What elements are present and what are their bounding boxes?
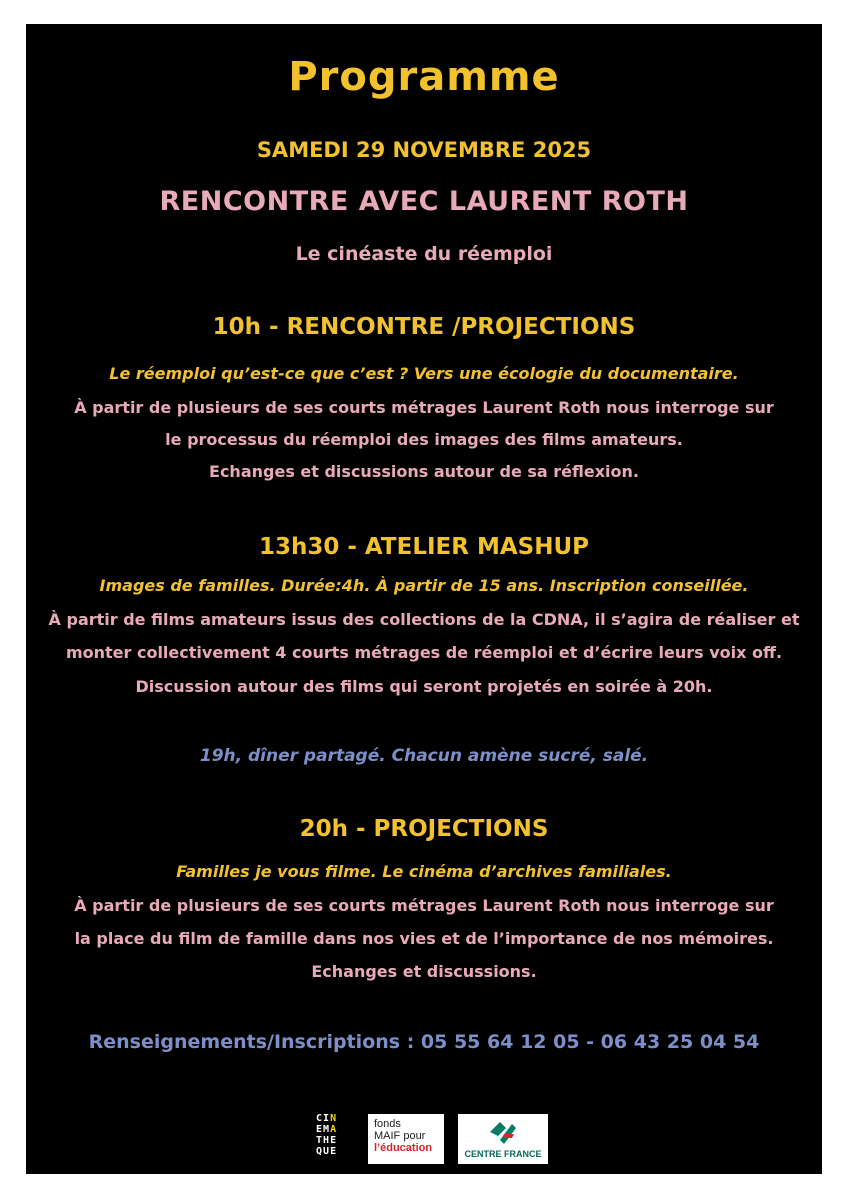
section-1-line-3: Echanges et discussions autour de sa réflexion. <box>209 462 639 481</box>
section-3-line-1: À partir de plusieurs de ses courts métrages Laurent Roth nous interroge sur <box>74 896 774 915</box>
headline: RENCONTRE AVEC LAURENT ROTH <box>159 186 689 217</box>
section-3-line-3: Echanges et discussions. <box>311 962 537 981</box>
section-1-heading: 10h - RENCONTRE /PROJECTIONS <box>212 314 636 340</box>
section-2-line-1: À partir de films amateurs issus des collections de la CDNA, il s’agira de réaliser et <box>48 610 800 629</box>
credit-agricole-logo <box>458 1114 548 1164</box>
sponsor-logos <box>26 1087 822 1159</box>
section-1-line-2: le processus du réemploi des images des films amateurs. <box>165 430 683 449</box>
section-3-line-2: la place du film de famille dans nos vies et de l’importance de nos mémoires. <box>74 929 774 948</box>
section-2-line-2: monter collectivement 4 courts métrages de réemploi et d’écrire leurs voix off. <box>65 643 783 662</box>
event-date: SAMEDI 29 NOVEMBRE 2025 <box>256 138 592 162</box>
page-title: Programme <box>288 54 560 100</box>
poster <box>26 24 822 1174</box>
subtitle: Le cinéaste du réemploi <box>295 243 553 265</box>
credit-agricole-text: CENTRE FRANCE <box>464 1149 542 1159</box>
section-2-line-3: Discussion autour des films qui seront projetés en soirée à 20h. <box>135 677 713 696</box>
section-3-heading: 20h - PROJECTIONS <box>299 816 549 842</box>
cinematheque-logo: CIN EMA THE QUE <box>316 1113 338 1157</box>
section-2-heading: 13h30 - ATELIER MASHUP <box>258 534 590 560</box>
section-3-italic: Familles je vous filme. Le cinéma d’archives familiales. <box>176 862 672 881</box>
section-1-italic: Le réemploi qu’est-ce que c’est ? Vers une écologie du documentaire. <box>109 364 739 383</box>
credit-agricole-icon <box>486 1118 520 1146</box>
dinner-note: 19h, dîner partagé. Chacun amène sucré, salé. <box>199 746 649 766</box>
contact-info: Renseignements/Inscriptions : 05 55 64 12 05 - 06 43 25 04 54 <box>88 1031 760 1053</box>
section-2-italic: Images de familles. Durée:4h. À partir de 15 ans. Inscription conseillée. <box>99 576 749 595</box>
maif-logo: fonds MAIF pour l’éducation <box>368 1114 444 1164</box>
section-1-line-1: À partir de plusieurs de ses courts métrages Laurent Roth nous interroge sur <box>74 398 774 417</box>
